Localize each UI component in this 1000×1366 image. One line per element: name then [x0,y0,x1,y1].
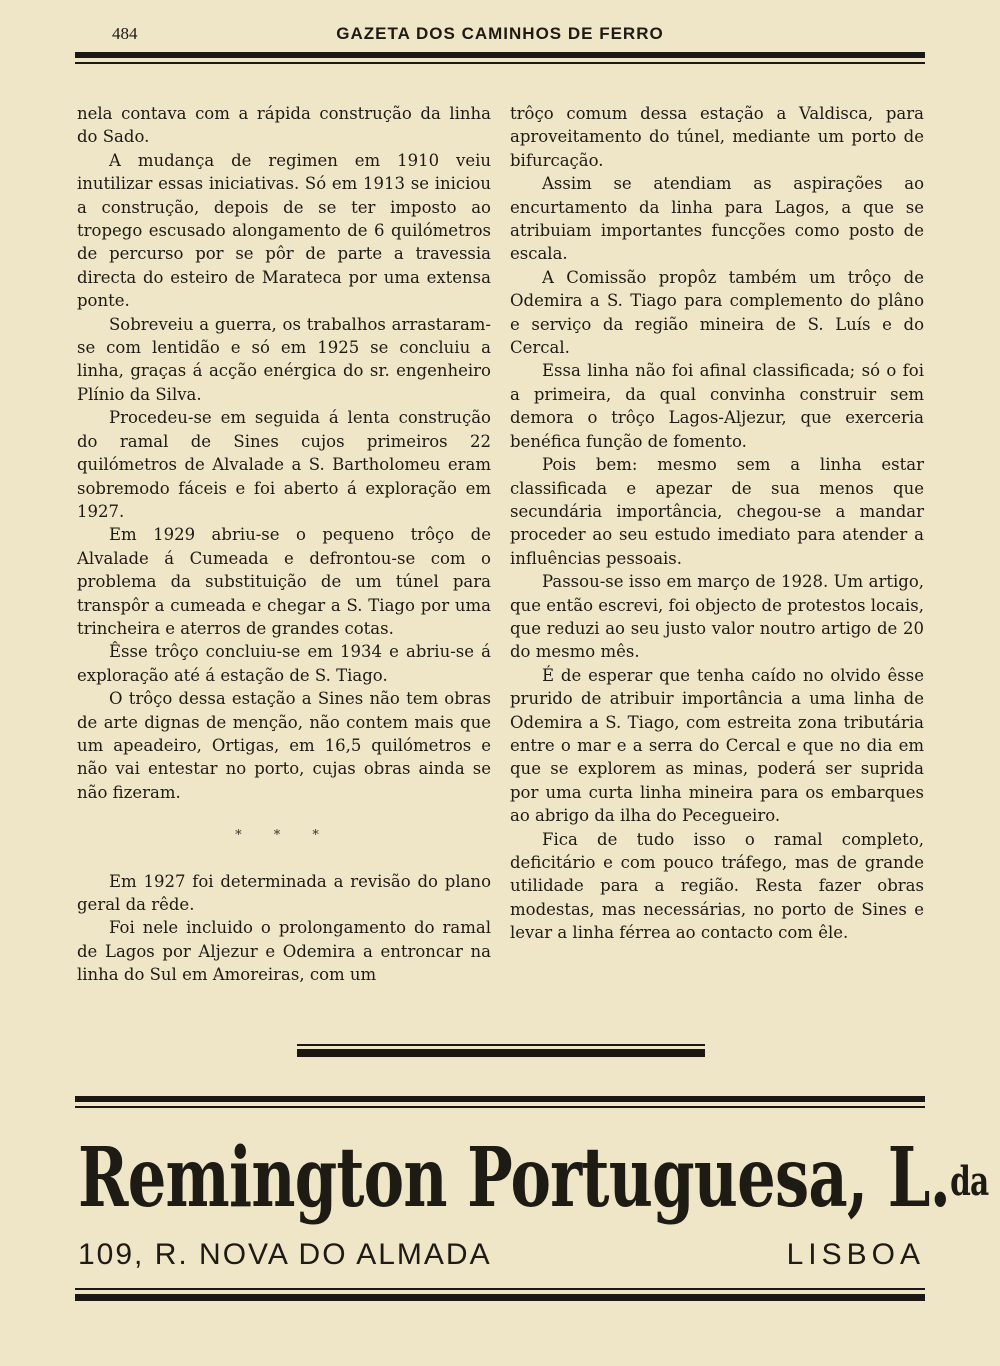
header-rule-thin [75,62,925,64]
section-separator: * * * [235,828,333,844]
paragraph: O trôço dessa estação a Sines não tem obras de arte dignas de menção, não contem mais que um apeadeiro, Ortigas, em 16,5 quilómetros e não vai entestar no porto, cujas obras ainda se não fizeram. [77,689,491,802]
running-title: GAZETA DOS CAMINHOS DE FERRO [336,24,664,43]
ad-bottom-rule-thin [75,1288,925,1290]
header-rule-thick [75,52,925,58]
ad-top-rule-thin [75,1106,925,1108]
paragraph: trôço comum dessa estação a Valdisca, para aproveitamento do túnel, mediante um porto de bifurcação. [510,104,924,170]
paragraph: Êsse trôço concluiu-se em 1934 e abriu-se á exploração até á estação de S. Tiago. [77,642,491,685]
paragraph: Em 1927 foi determinada a revisão do plano geral da rêde. [77,871,491,914]
advertiser-suffix: da [950,1158,989,1205]
advertiser-company: Remington Portuguesa, L. [78,1130,951,1226]
article-end-rule-thin [297,1044,705,1046]
paragraph: Pois bem: mesmo sem a linha estar classificada e apezar de sua menos que secundária importância, chegou-se a mandar proceder ao seu estudo imediato para atender a influências pessoais. [510,455,924,568]
paragraph: Essa linha não foi afinal classificada; só o foi a primeira, da qual convinha construir sem demora o trôço Lagos-Aljezur, que exerceria benéfica função de fomento. [510,361,924,451]
paragraph: Fica de tudo isso o ramal completo, deficitário e com pouco tráfego, mas de grande utilidade para a região. Resta fazer obras modestas, mas necessárias, no porto de Sines e levar a linha férrea ao contacto com êle. [510,829,924,943]
paragraph: nela contava com a rápida construção da linha do Sado. [77,104,491,147]
advertiser-address: 109, R. NOVA DO ALMADA [78,1238,492,1271]
paragraph: É de esperar que tenha caído no olvido êsse prurido de atribuir importância a uma linha de Odemira a S. Tiago, com estreita zona tributária entre o mar e a serra do Cercal e que no dia em que se explorem as minas, poderá ser suprida por uma curta linha mineira para os embarques ao abrigo da ilha do Pecegueiro. [510,665,924,826]
paragraph: Foi nele incluido o prolongamento do ramal de Lagos por Aljezur e Odemira a entroncar na linha do Sul em Amoreiras, com um [77,918,491,985]
paragraph: A Comissão propôz também um trôço de Odemira a S. Tiago para complemento do plâno e serviço da região mineira de S. Luís e do Cercal. [510,267,924,358]
page-number: 484 [112,24,138,43]
ad-bottom-rule-thick [75,1294,925,1301]
paragraph: Sobreveiu a guerra, os trabalhos arrastaram-se com lentidão e só em 1925 se concluiu a linha, graças á acção enérgica do sr. engenheiro Plínio da Silva. [77,314,491,404]
article-end-rule-thick [297,1049,705,1057]
ad-top-rule-thick [75,1096,925,1102]
advertiser-name [78,1128,989,1228]
paragraph: Assim se atendiam as aspirações ao encurtamento da linha para Lagos, a que se atribuiam importantes funcções como posto de escala. [510,174,924,264]
paragraph: Em 1929 abriu-se o pequeno trôço de Alvalade á Cumeada e defrontou-se com o problema da substituição de um túnel para transpôr a cumeada e chegar a S. Tiago por uma trincheira e aterros de grandes cotas. [77,525,491,638]
paragraph: Passou-se isso em março de 1928. Um artigo, que então escrevi, foi objecto de protestos locais, que reduzi ao seu justo valor noutro artigo de 20 do mesmo mês. [510,572,924,662]
paragraph: Procedeu-se em seguida á lenta construção do ramal de Sines cujos primeiros 22 quilómetros de Alvalade a S. Bartholomeu eram sobremodo fáceis e foi aberto á exploração em 1927. [77,408,491,521]
paragraph: A mudança de regimen em 1910 veiu inutilizar essas iniciativas. Só em 1913 se iniciou a construção, depois de se ter imposto ao tropego escusado alongamento de 6 quilómetros de percurso por se pôr de parte a travessia directa do esteiro de Marateca por uma extensa ponte. [77,150,491,311]
left-column [77,102,491,987]
right-column [510,102,924,945]
advertiser-city: LISBOA [786,1238,925,1271]
page-header [0,20,1000,50]
